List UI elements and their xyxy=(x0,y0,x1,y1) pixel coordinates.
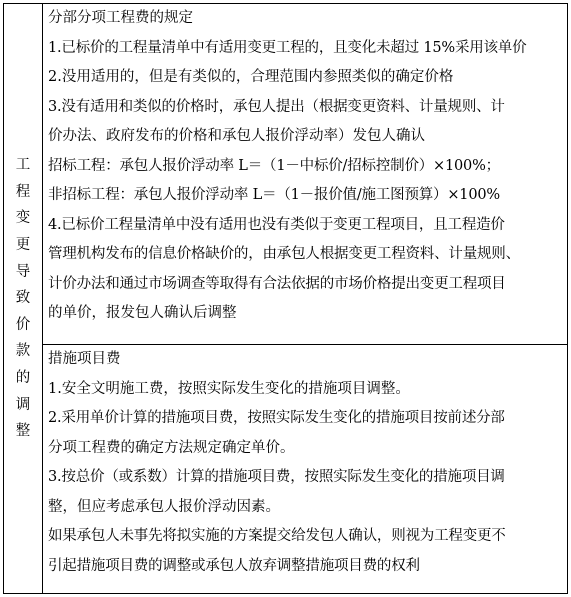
row-header-char: 程 xyxy=(15,183,31,200)
text-line: 如果承包人未事先将拟实施的方案提交给发包人确认，则视为工程变更不 xyxy=(48,528,506,544)
formula-line: 非招标工程：承包人报价浮动率 L＝（1－报价值/施工图预算）×100% xyxy=(48,187,500,203)
row-header-char: 调 xyxy=(15,396,31,413)
section-title: 措施项目费 xyxy=(48,351,121,367)
text-line: 分项工程费的确定方法规定确定单价。 xyxy=(48,439,295,456)
formula-line: 招标工程：承包人报价浮动率 L＝（1－中标价/招标控制价）×100%； xyxy=(48,157,500,174)
text-line: 1.已标价的工程量清单中有适用变更工程的，且变化未超过 15%采用该单价 xyxy=(48,39,527,56)
text-line: 的单价，报发包人确认后调整 xyxy=(48,305,237,321)
section-measures-cost xyxy=(43,345,568,594)
text-line: 2.采用单价计算的措施项目费，按照实际发生变化的措施项目按前述分部 xyxy=(48,410,505,426)
section-title: 分部分项工程费的规定 xyxy=(48,10,193,26)
section-subitem-cost xyxy=(43,4,568,345)
row-header-char: 价 xyxy=(15,316,31,333)
text-line: 2.没用适用的，但是有类似的，合理范围内参照类似的确定价格 xyxy=(48,69,454,85)
row-header-char: 致 xyxy=(15,290,31,307)
text-line: 3.按总价（或系数）计算的措施项目费，按照实际发生变化的措施项目调 xyxy=(48,469,505,485)
row-header-char: 工 xyxy=(15,157,31,174)
text-line: 4.已标价工程量清单中没有适用也没有类似于变更工程项目，且工程造价 xyxy=(48,216,505,233)
price-adjustment-table xyxy=(3,3,568,594)
row-header-char: 整 xyxy=(15,423,31,440)
text-line: 计价办法和通过市场调查等取得有合法依据的市场价格提出变更工程项目 xyxy=(48,275,506,292)
row-header-char: 的 xyxy=(15,369,31,386)
text-line: 3.没有适用和类似的价格时，承包人提出（根据变更资料、计量规则、计 xyxy=(48,98,505,115)
row-header-char: 更 xyxy=(15,237,31,254)
text-line: 引起措施项目费的调整或承包人放弃调整措施项目费的权利 xyxy=(48,557,420,574)
text-line: 整，但应考虑承包人报价浮动因素。 xyxy=(48,498,280,515)
table-row xyxy=(4,345,568,594)
row-header-vertical-text xyxy=(4,152,42,445)
row-header-cell xyxy=(4,4,43,594)
row-header-char: 变 xyxy=(15,210,31,227)
table-row xyxy=(4,4,568,345)
text-line: 价办法、政府发布的价格和承包人报价浮动率）发包人确认 xyxy=(48,128,425,144)
text-line: 管理机构发布的信息价格缺价的，由承包人根据变更工程资料、计量规则、 xyxy=(48,246,520,262)
text-line: 1.安全文明施工费，按照实际发生变化的措施项目调整。 xyxy=(48,380,410,397)
row-header-char: 导 xyxy=(15,263,31,280)
row-header-char: 款 xyxy=(15,343,31,360)
